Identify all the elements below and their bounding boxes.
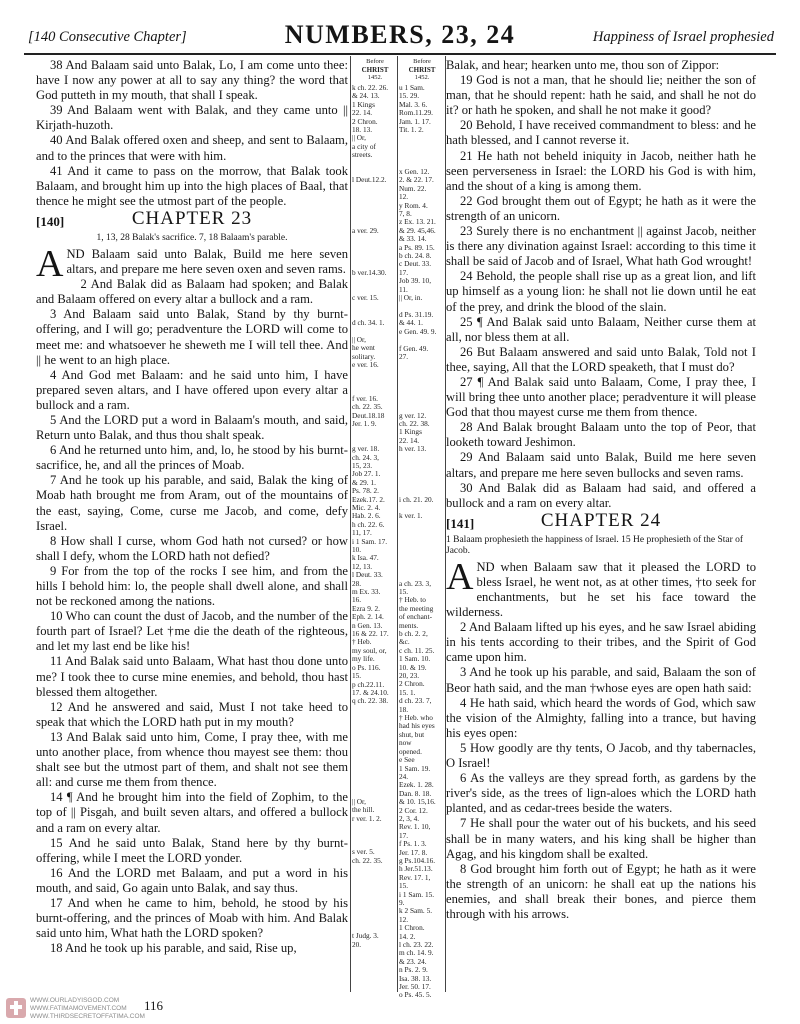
margin-reference: & 23. 24. — [399, 956, 427, 966]
verse: 29 And Balaam said unto Balak, Build me here seven altars, and prepare me here seven bullocks and seven rams. — [446, 450, 756, 480]
margin-reference — [352, 370, 398, 378]
margin-reference: of enchant- — [399, 612, 433, 622]
margin-reference: 12, 13. — [352, 561, 373, 571]
margin-reference — [399, 134, 445, 142]
margin-reference: o Ps. 116. — [352, 662, 381, 672]
verse-text: ND Balaam said unto Balak, Build me here seven altars, and prepare me here seven oxen and seven rams. — [66, 246, 348, 277]
header-right: Happiness of Israel prophesied — [592, 29, 774, 45]
margin-reference: 15. — [399, 881, 409, 891]
margin-reference: 1 Sam. 10. — [399, 654, 431, 664]
margin-reference: 9. — [399, 898, 405, 908]
verse: 28 And Balak brought Balaam unto the top of Peor, that looketh toward Jeshimon. — [446, 420, 756, 450]
running-header — [24, 22, 776, 52]
chapter-23-number: [140] — [36, 213, 65, 229]
margin-reference: l Deut. 33. — [352, 570, 383, 580]
margin-reference — [352, 378, 398, 386]
cross-logo-icon — [6, 998, 26, 1018]
margin-reference — [399, 454, 445, 462]
verse-continuation: Balak, and hear; hearken unto me, thou son of Zippor: — [446, 58, 720, 72]
margin-reference: 17. — [399, 830, 409, 840]
chapter-24-title: CHAPTER 24 — [540, 509, 662, 531]
margin-reference: 1 Chron. — [399, 923, 425, 933]
margin-reference: ch. 24. 3, — [352, 452, 379, 462]
margin-reference — [399, 370, 445, 378]
margin-reference: 1 Kings — [399, 427, 422, 437]
margin-reference: g ver. 18. — [352, 444, 380, 454]
margin-reference — [352, 907, 398, 915]
margin-reference: Num. 22. — [399, 183, 427, 193]
margin-reference: my life. — [352, 654, 375, 664]
verse: 30 And Balak did as Balaam had said, and offered a bullock and a ram on every altar. — [446, 480, 756, 510]
verse: 24 Behold, the people shall rise up as a great lion, and lift up himself as a young lion: he shall not lie down until he eat of the prey, and drink the blood of the slain. — [446, 269, 756, 314]
margin-reference: b ch. 24. 8. — [399, 251, 432, 261]
margin-reference: Jer. 50. 17. — [399, 982, 431, 992]
margin-reference — [352, 185, 398, 193]
margin-reference: 2 Chron. — [399, 679, 425, 689]
margin-reference: h ver. 13. — [399, 444, 427, 454]
margin-reference — [399, 546, 445, 554]
chapter-24-verse-1 — [446, 555, 756, 620]
margin-reference: r ver. 1. 2. — [352, 813, 382, 823]
verse: 21 He hath not beheld iniquity in Jacob, neither hath he seen perverseness in Israel: the LORD his God is with him, and the shout of a king is among them. — [446, 148, 756, 193]
margin-reference — [399, 395, 445, 403]
verse: 6 And he returned unto him, and, lo, he stood by his burnt-sacrifice, he, and all the princes of Moab. — [36, 443, 348, 473]
verse: 4 And God met Balaam: and he said unto him, I have prepared seven altars, and I have offered upon every altar a bullock and a ram. — [36, 367, 348, 412]
margin-reference: ch. 22. 35. — [352, 855, 383, 865]
margin-reference: g Ps.104.16. — [399, 855, 436, 865]
margin-reference — [399, 529, 445, 537]
chapter-23-summary: 1, 13, 28 Balak's sacrifice. 7, 18 Balaam's parable. — [96, 232, 288, 243]
margin-reference: 18. — [399, 704, 409, 714]
margin-reference — [352, 706, 398, 714]
margin-reference: d ch. 34. 1. — [352, 318, 385, 328]
margin-reference — [352, 277, 398, 285]
margin-reference: 20. — [352, 939, 362, 949]
drop-cap: A — [446, 555, 474, 598]
margin-reference: 12. — [399, 192, 409, 202]
margin-reference: p ch.22.11. — [352, 679, 385, 689]
verse: 18 And he took up his parable, and said, Rise up, — [50, 941, 297, 956]
margin-reference — [352, 756, 398, 764]
margin-reference: m Ex. 33. — [352, 587, 381, 597]
margin-reference: t Judg. 3. — [352, 931, 379, 941]
verse: 22 God brought them out of Egypt; he hath as it were the strength of an unicorn. — [446, 193, 756, 223]
margin-reference: Job 39. 10, — [399, 276, 432, 286]
margin-reference: x Gen. 12. — [399, 167, 430, 176]
left-text-column — [36, 58, 348, 990]
verse: 2 And Balak did as Balaam had spoken; and Balak and Balaam offered on every altar a bullock and a ram. — [36, 277, 348, 307]
margin-reference: f ver. 16. — [352, 393, 378, 403]
margin-reference: || Or, — [352, 334, 366, 344]
margin-reference — [352, 916, 398, 924]
margin-reference — [352, 244, 398, 252]
column-divider — [397, 56, 398, 992]
margin-references-2 — [399, 58, 445, 1000]
chapter-23-heading — [36, 207, 348, 233]
margin-reference: now — [399, 738, 412, 748]
margin-reference: e See — [399, 755, 415, 765]
margin-reference: a city of — [352, 141, 376, 151]
margin-reference: streets. — [352, 150, 373, 160]
verse: 16 And the LORD met Balaam, and put a word in his mouth, and said, Go again unto Balak, and say thus. — [36, 865, 348, 895]
margin-reference — [352, 731, 398, 739]
margin-reference: 10. — [352, 545, 362, 555]
margin-reference: my soul, or, — [352, 645, 387, 655]
margin-reference: Deut.18.18 — [352, 410, 385, 420]
margin-reference: c ver. 15. — [352, 292, 379, 302]
verse: 3 And he took up his parable, and said, Balaam the son of Beor hath said, and the man †whose eyes are open hath said: — [446, 665, 756, 695]
margin-reference: c ch. 11. 25. — [399, 645, 435, 655]
page-footer — [0, 996, 800, 1024]
verse: 41 And it came to pass on the morrow, that Balak took Balaam, and brought him up into the high places of Baal, that thence he might see the utmost part of the people. — [36, 163, 348, 208]
chapter-24-number: [141] — [446, 515, 475, 531]
margin-reference — [352, 832, 398, 840]
margin-reference: || Or, in. — [399, 293, 423, 303]
margin-reference — [399, 479, 445, 487]
margin-reference: 2 Cor. 12. — [399, 805, 428, 815]
margin-reference: 11, 17. — [352, 528, 372, 538]
header-left: [140 Consecutive Chapter] — [28, 29, 187, 45]
margin-reference: Jer. 1. 9. — [352, 418, 377, 428]
margin-reference: &c. — [399, 637, 410, 647]
verse: 2 And Balaam lifted up his eyes, and he saw Israel abiding in his tents according to their tribes, and the Spirit of God came upon him. — [446, 620, 756, 665]
margin-date-head — [399, 58, 445, 82]
margin-reference: 22. 14. — [352, 108, 373, 118]
margin-reference: 11. — [399, 284, 408, 294]
margin-reference: 1 Sam. 19. — [399, 763, 431, 773]
margin-reference: ch. 22. 35. — [352, 402, 383, 412]
margin-reference: he went — [352, 343, 375, 353]
margin-reference: q ch. 22. 38. — [352, 696, 389, 706]
margin-reference: l Deut.12.2. — [352, 175, 387, 185]
margin-reference: 10. & 19. — [399, 662, 427, 672]
verse: 3 And Balaam said unto Balak, Stand by thy burnt-offering, and I will go; peradventure the LORD will come to meet me: and whatsoever he sheweth me I will tell thee. And || he went to an high place. — [36, 307, 348, 367]
margin-reference: k ver. 1. — [399, 511, 423, 521]
verse: 12 And he answered and said, Must I not take heed to speak that which the LORD hath put in my mouth? — [36, 699, 348, 729]
margin-reference — [352, 723, 398, 731]
chapter-24-summary: 1 Balaam prophesieth the happiness of Israel. 15 He prophesieth of the Star of Jacob. — [446, 534, 744, 556]
margin-reference: ments. — [399, 620, 419, 630]
chapter-23-verse-1 — [36, 242, 348, 285]
margin-reference — [352, 882, 398, 890]
margin-reference — [399, 554, 445, 562]
margin-reference: h Jer.51.13. — [399, 864, 433, 874]
margin-reference: d ch. 23. 7, — [399, 696, 432, 706]
margin-reference — [352, 748, 398, 756]
verse: 25 ¶ And Balak said unto Balaam, Neither curse them at all, nor bless them at all. — [446, 314, 756, 344]
margin-reference: Hab. 2. 6. — [352, 511, 381, 521]
margin-reference: 15, 23. — [352, 460, 373, 470]
margin-reference: b ver.14.30. — [352, 267, 387, 277]
margin-reference — [352, 160, 398, 168]
margin-reference — [352, 210, 398, 218]
margin-reference: || Or, — [352, 797, 366, 807]
margin-reference — [352, 764, 398, 772]
margin-reference: Ps. 78. 2. — [352, 486, 379, 496]
margin-reference: 16 & 22. 17. — [352, 629, 389, 639]
watermark-urls — [30, 997, 145, 1021]
margin-reference — [352, 202, 398, 210]
verse: 27 ¶ And Balak said unto Balaam, Come, I pray thee, I will bring thee unto another place; peradventure it will please God that thou mayest curse me them from thence. — [446, 374, 756, 420]
margin-reference — [399, 538, 445, 546]
margin-reference: & 44. 1. — [399, 318, 423, 328]
margin-date-head — [352, 58, 398, 82]
margin-reference: 17. — [399, 267, 409, 277]
column-divider — [350, 56, 351, 992]
margin-reference: e ver. 16. — [352, 360, 379, 370]
page-number: 116 — [144, 998, 164, 1013]
margin-reference: † Heb. to — [399, 595, 426, 605]
margin-reference: Rom.11.29. — [399, 108, 433, 118]
margin-references-1 — [352, 58, 398, 990]
chapter-24-heading — [446, 509, 756, 535]
margin-reference: & 24. 13. — [352, 91, 380, 101]
margin-reference: m ch. 14. 9. — [399, 948, 434, 958]
drop-cap: A — [36, 242, 64, 285]
margin-reference: d Ps. 31.19. — [399, 309, 434, 319]
verse: 5 How goodly are thy tents, O Jacob, and thy tabernacles, O Israel! — [446, 740, 756, 771]
margin-reference: 2 Chron. — [352, 116, 378, 126]
margin-reference: f Ps. 1. 3. — [399, 839, 427, 849]
margin-reference: i ch. 21. 20. — [399, 494, 434, 504]
margin-reference: 2. & 22. 17. — [399, 175, 434, 185]
header-title: NUMBERS, 23, 24 — [284, 20, 516, 49]
margin-reference: the hill. — [352, 805, 375, 815]
margin-reference: Tit. 1. 2. — [399, 125, 424, 135]
margin-reference: † Heb. — [352, 637, 372, 647]
margin-reference: Rev. 17. 1, — [399, 872, 431, 882]
verse: 38 And Balaam said unto Balak, Lo, I am come unto thee: have I now any power at all to say any thing? the word that God putteth in my mouth, that shall I speak. — [36, 58, 348, 103]
margin-reference: Job 27. 1. — [352, 469, 381, 479]
margin-reference: solitary. — [352, 351, 376, 361]
margin-reference: h ch. 22. 6. — [352, 519, 385, 529]
margin-reference: 17. & 24.10. — [352, 687, 389, 697]
margin-reference: n Gen. 13. — [352, 620, 383, 630]
margin-head-line: Before — [413, 58, 431, 65]
margin-reference: & 29. 1. — [352, 477, 376, 487]
verse: 26 But Balaam answered and said unto Balak, Told not I thee, saying, All that the LORD speaketh, that I must do? — [446, 344, 756, 374]
margin-reference: 12. — [399, 914, 409, 924]
margin-reference — [352, 890, 398, 898]
margin-reference: k Isa. 47. — [352, 553, 379, 563]
margin-reference — [352, 252, 398, 260]
margin-reference — [352, 865, 398, 873]
margin-reference — [352, 899, 398, 907]
margin-reference: 22. 14. — [399, 435, 420, 445]
margin-reference: † Heb. who — [399, 713, 433, 723]
margin-reference: o Ps. 45. 5. — [399, 990, 432, 1000]
verse: 14 ¶ And he brought him into the field of Zophim, to the top of || Pisgah, and built seven altars, and offered a bullock and a ram on every altar. — [36, 790, 348, 835]
verse: 8 How shall I curse, whom God hath not cursed? or how shall I defy, whom the LORD hath not defied? — [36, 533, 348, 563]
margin-reference: a ver. 29. — [352, 225, 379, 235]
margin-reference: & 29. 45,46. — [399, 225, 436, 235]
margin-reference: b ch. 2. 2, — [399, 629, 428, 639]
margin-reference: shut, but — [399, 729, 425, 739]
margin-reference: & 33. 14. — [399, 234, 427, 244]
margin-reference: Eph. 2. 14. — [352, 612, 384, 622]
margin-reference: a Ps. 89. 15. — [399, 242, 435, 252]
margin-reference: 1 Kings — [352, 99, 375, 109]
margin-reference: 14. 2. — [399, 931, 416, 941]
margin-reference — [352, 781, 398, 789]
margin-reference: n Ps. 2. 9. — [399, 965, 428, 975]
verse: 19 God is not a man, that he should lie; neither the son of man, that he should repent: hath he said, and shall he not do it? or hath he spoken, and shall he not make it good? — [446, 73, 756, 118]
margin-reference: 20, 23. — [399, 671, 420, 681]
margin-reference — [399, 378, 445, 386]
margin-reference: l ch. 23. 22. — [399, 940, 434, 950]
margin-reference — [399, 470, 445, 478]
margin-reference — [399, 521, 445, 529]
margin-reference — [399, 386, 445, 394]
margin-reference: f Gen. 49. — [399, 343, 429, 353]
margin-reference: Isa. 38. 13. — [399, 973, 432, 983]
margin-head-line: 1452. — [367, 74, 383, 81]
margin-head-line: CHRIST — [408, 66, 436, 74]
margin-reference: Rev. 1. 10, — [399, 822, 431, 832]
margin-reference: Ezra 9. 2. — [352, 603, 380, 613]
margin-reference: y Rom. 4. — [399, 200, 428, 210]
margin-reference: || Or, — [352, 133, 366, 143]
margin-reference — [352, 302, 398, 310]
margin-reference: k 2 Sam. 5. — [399, 906, 433, 916]
verse: 17 And when he came to him, behold, he stood by his burnt-offering, and the princes of Moab with him. And Balak said unto him, What hath the LORD spoken? — [36, 895, 348, 941]
margin-reference: 27. — [399, 351, 409, 361]
margin-reference: ch. 22. 38. — [399, 419, 430, 429]
verse-text: ND when Balaam saw that it pleased the LORD to bless Israel, he went not, as at other times, †to seek for enchantments, but he set his face toward the wilderness. — [446, 559, 756, 620]
margin-reference: 15. 1. — [399, 687, 416, 697]
margin-reference — [352, 874, 398, 882]
verse: 39 And Balaam went with Balak, and they came unto || Kirjath-huzoth. — [36, 103, 348, 133]
margin-reference: 16. — [352, 595, 362, 605]
verse: 7 He shall pour the water out of his buckets, and his seed shall be in many waters, and his king shall be higher than Agag, and his kingdom shall be exalted. — [446, 816, 756, 861]
margin-reference — [352, 235, 398, 243]
margin-reference: c Deut. 33. — [399, 259, 432, 269]
verse: 10 Who can count the dust of Jacob, and the number of the fourth part of Israel? Let †me die the death of the righteous, and let my last end be like his! — [36, 609, 348, 654]
watermark-url: WWW.OURLADYISGOD.COM — [30, 997, 120, 1004]
header-rule — [24, 53, 776, 55]
verse: 11 And Balak said unto Balaam, What hast thou done unto me? I took thee to curse mine enemies, and behold, thou hast blessed them altogether. — [36, 654, 348, 699]
right-text-column — [446, 58, 756, 990]
margin-reference: k ch. 22. 26. — [352, 83, 389, 92]
margin-head-line: CHRIST — [361, 66, 389, 74]
margin-reference: had his eyes — [399, 721, 435, 731]
margin-reference: a ch. 23. 3, — [399, 578, 432, 588]
verse: 4 He hath said, which heard the words of God, which saw the vision of the Almighty, falling into a trance, but having his eyes open: — [446, 695, 756, 740]
margin-reference: 24. — [399, 771, 409, 781]
verse: 23 Surely there is no enchantment || against Jacob, neither is there any divination against Israel: according to this time it shall be said of Jacob and of Israel, What hath God wrought! — [446, 224, 756, 269]
margin-reference — [352, 428, 398, 436]
margin-reference: Jam. 1. 17. — [399, 116, 431, 126]
verse: 13 And Balak said unto him, Come, I pray thee, with me unto another place, from whence thou mayest see them: thou shalt see but the utmost part of them, and shalt not see them all: and curse me them from thence. — [36, 729, 348, 790]
margin-reference: e Gen. 49. 9. — [399, 326, 437, 336]
margin-reference: 15. 29. — [399, 91, 420, 101]
verse: 8 God brought him forth out of Egypt; he hath as it were the strength of an unicorn: he shall eat up the nations his enemies, and shall break their bones, and pierce them through with his arrows. — [446, 861, 756, 921]
margin-reference — [352, 823, 398, 831]
verse: 20 Behold, I have received commandment to bless: and he hath blessed, and I cannot reverse it. — [446, 118, 756, 148]
margin-reference: i 1 Sam. 17. — [352, 536, 388, 546]
margin-reference — [352, 773, 398, 781]
margin-head-line: Before — [366, 58, 384, 65]
margin-reference — [352, 193, 398, 201]
margin-reference: 15. — [399, 586, 409, 596]
margin-reference: the meeting — [399, 603, 434, 613]
margin-reference: u 1 Sam. — [399, 83, 425, 92]
margin-reference: Ezek. 1. 28. — [399, 780, 434, 790]
margin-reference: Mal. 3. 6. — [399, 99, 428, 109]
margin-reference — [399, 563, 445, 571]
margin-reference: Mic. 2. 4. — [352, 502, 381, 512]
margin-reference: z Ex. 13. 21. — [399, 217, 436, 227]
chapter-23-title: CHAPTER 23 — [131, 207, 253, 229]
margin-reference: opened. — [399, 746, 422, 756]
verse: 5 And the LORD put a word in Balaam's mouth, and said, Return unto Balak, and thus thou shalt speak. — [36, 412, 348, 443]
verse: 9 For from the top of the rocks I see him, and from the hills I behold him: lo, the people shall dwell alone, and shall not be reckoned among the nations. — [36, 563, 348, 609]
margin-reference: 18. 13. — [352, 125, 373, 135]
margin-reference: 28. — [352, 578, 362, 588]
margin-reference: Jer. 17. 8. — [399, 847, 428, 857]
verse: 40 And Balak offered oxen and sheep, and sent to Balaam, and to the princes that were with him. — [36, 133, 348, 163]
watermark-url: WWW.FATIMAMOVEMENT.COM — [30, 1005, 127, 1012]
margin-reference: Dan. 8. 18. — [399, 788, 432, 798]
margin-reference — [399, 151, 445, 159]
margin-reference — [399, 143, 445, 151]
margin-reference: 7, 8. — [399, 209, 412, 219]
margin-reference: Ezek.17. 2. — [352, 494, 385, 504]
margin-reference: i 1 Sam. 15. — [399, 889, 435, 899]
watermark-url: WWW.THIRDSECRETOFFATIMA.COM — [30, 1013, 145, 1020]
margin-reference: s ver. 5. — [352, 847, 375, 857]
margin-reference: 15. — [352, 671, 362, 681]
verse: 7 And he took up his parable, and said, Balak the king of Moab hath brought me from Aram, out of the mountains of the east, saying, Come, curse me Jacob, and come, defy Israel. — [36, 473, 348, 533]
margin-reference — [399, 361, 445, 369]
margin-reference — [352, 714, 398, 722]
margin-reference: g ver. 12. — [399, 410, 427, 420]
margin-reference: 2, 3, 4. — [399, 813, 420, 823]
verse: 15 And he said unto Balak, Stand here by thy burnt-offering, while I meet the LORD yonder. — [36, 835, 348, 865]
verse: 6 As the valleys are they spread forth, as gardens by the river's side, as the trees of lign-aloes which the LORD hath planted, and as cedar-trees beside the waters. — [446, 771, 756, 816]
margin-reference — [352, 739, 398, 747]
margin-head-line: 1452. — [414, 74, 430, 81]
margin-reference: & 10. 15,16. — [399, 797, 436, 807]
margin-reference — [399, 462, 445, 470]
